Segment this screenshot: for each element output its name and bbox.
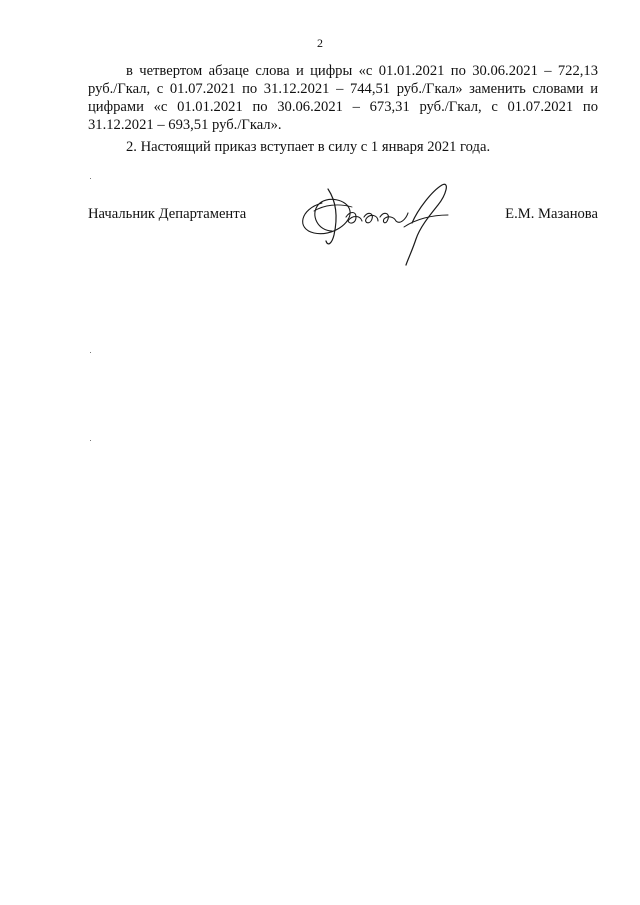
signer-name: Е.М. Мазанова bbox=[505, 206, 598, 222]
scan-dot bbox=[90, 352, 91, 353]
handwritten-signature-icon bbox=[292, 181, 458, 267]
signer-position: Начальник Департамента bbox=[88, 206, 247, 222]
scan-dot bbox=[90, 440, 91, 441]
document-body bbox=[88, 62, 598, 156]
page-number: 2 bbox=[317, 36, 323, 50]
paragraph-amendment: в четвертом абзаце слова и цифры «с 01.01.2021 по 30.06.2021 – 722,13 руб./Гкал, с 01.07.2021 по 31.12.2021 – 744,51 руб./Гкал» заменить словами и цифрами «с 01.01.2021 по 30.06.2021 – 673,31 руб./Гкал, с 01.07.2021 по 31.12.2021 – 693,51 руб./Гкал». bbox=[88, 63, 598, 133]
paragraph-effective-date: 2. Настоящий приказ вступает в силу с 1 января 2021 года. bbox=[126, 139, 491, 155]
scan-dot bbox=[90, 178, 91, 179]
